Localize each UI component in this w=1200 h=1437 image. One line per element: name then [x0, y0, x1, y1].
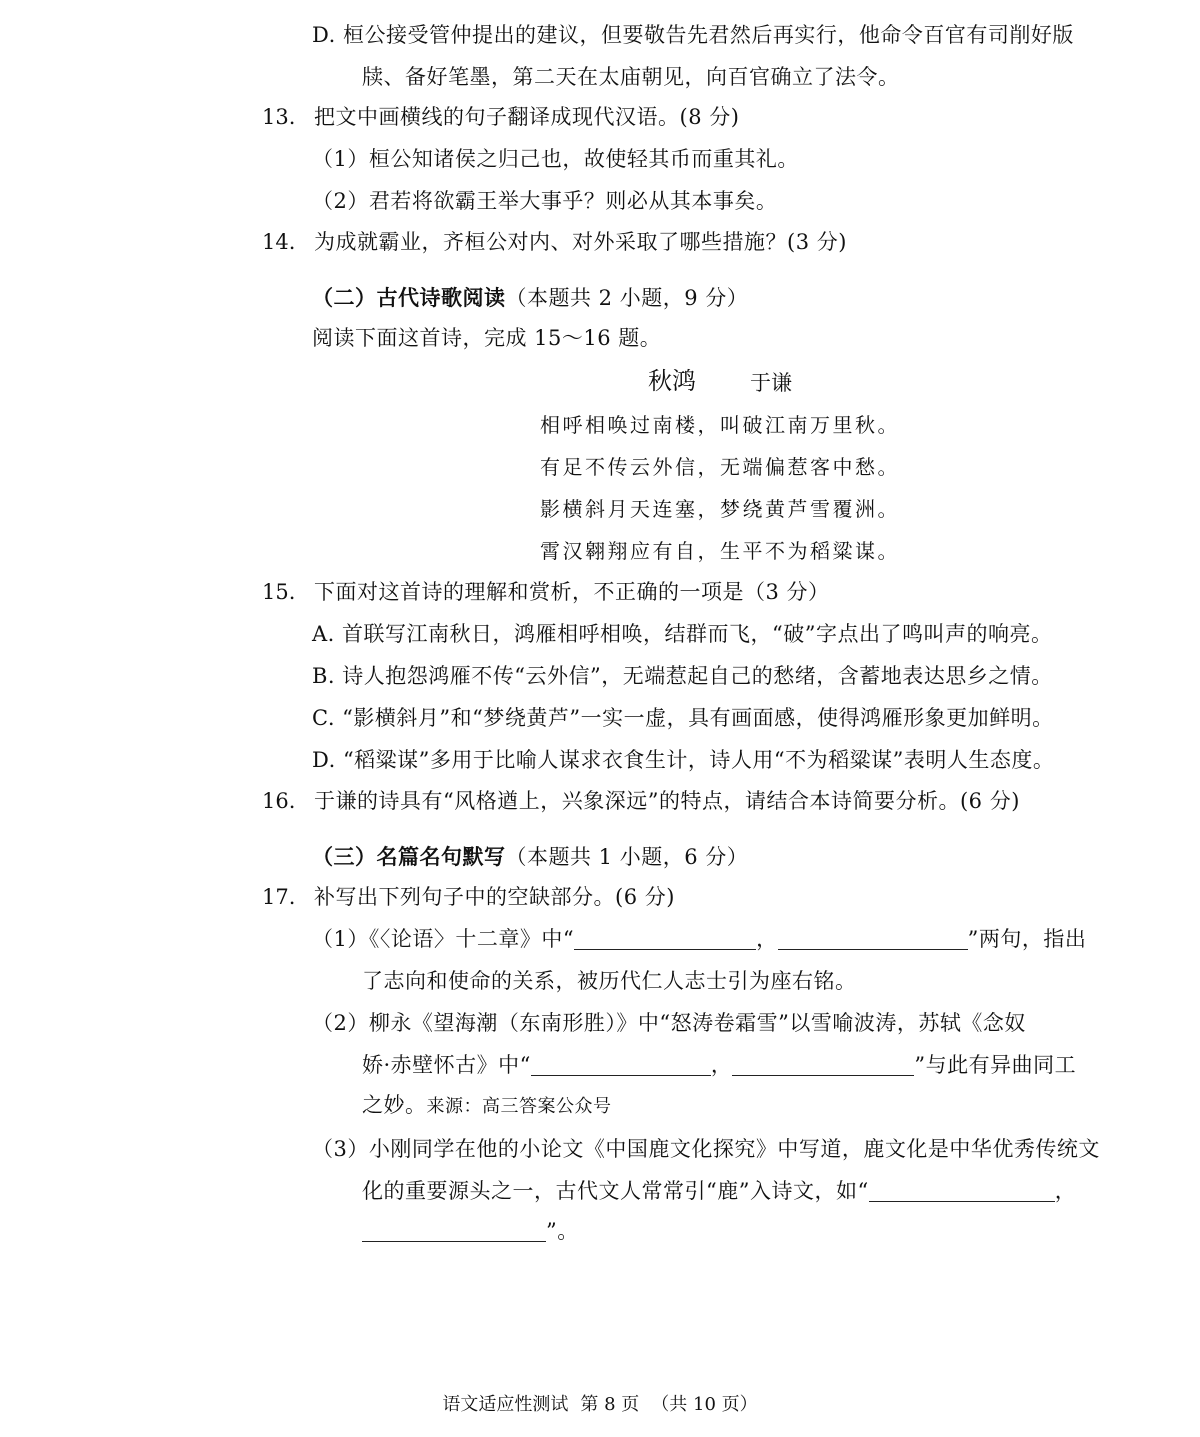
q17-sub3-line3 — [362, 1216, 579, 1246]
section2-note: （本题共 2 小题，9 分） — [505, 286, 749, 310]
q16-stem: 于谦的诗具有“风格遒上，兴象深远”的特点，请结合本诗简要分析。(6 分) — [314, 789, 1020, 813]
q17-stem: 补写出下列句子中的空缺部分。(6 分) — [314, 885, 675, 909]
q17-sub3-end: ”。 — [546, 1219, 579, 1243]
poem-line: 影横斜月天连塞，梦绕黄芦雪覆洲。 — [540, 497, 900, 521]
q17-sub3-prefix: 化的重要源头之一，古代文人常常引“鹿”入诗文，如“ — [362, 1179, 869, 1203]
q17-sub3-comma: ， — [1054, 1179, 1077, 1203]
q15-option-b: B. 诗人抱怨鸿雁不传“云外信”，无端惹起自己的愁绪，含蓄地表达思乡之情。 — [312, 664, 1053, 688]
q15-number: 15. — [262, 580, 296, 604]
q17-sub2-line1: （2）柳永《望海潮（东南形胜）》中“怒涛卷霜雪”以雪喻波涛，苏轼《念奴 — [312, 1011, 1026, 1035]
q13-stem: 把文中画横线的句子翻译成现代汉语。(8 分) — [314, 105, 740, 129]
answer-blank[interactable] — [362, 1219, 546, 1242]
q17-number: 17. — [262, 885, 296, 909]
q17-sub3-line1: （3）小刚同学在他的小论文《中国鹿文化探究》中写道，鹿文化是中华优秀传统文 — [312, 1137, 1100, 1161]
section3-heading: （三）名篇名句默写 — [312, 844, 506, 869]
q17-sub1-suffix: ”两句，指出 — [967, 927, 1087, 951]
q15-option-a: A. 首联写江南秋日，鸿雁相呼相唤，结群而飞，“破”字点出了鸣叫声的响亮。 — [312, 622, 1053, 646]
section2-intro: 阅读下面这首诗，完成 15～16 题。 — [312, 326, 662, 350]
q17-sub2-comma: ， — [710, 1053, 733, 1077]
q17-sub2-suffix: ”与此有异曲同工 — [914, 1053, 1077, 1077]
answer-blank[interactable] — [574, 927, 756, 950]
q13-sub2: （2）君若将欲霸王举大事乎？则必从其本事矣。 — [312, 189, 778, 213]
answer-blank[interactable] — [531, 1053, 711, 1076]
q17-sub1-prefix: （1）《〈论语〉十二章》中“ — [312, 927, 575, 951]
footer-page: 第 8 页 — [580, 1394, 640, 1415]
poem-line: 相呼相唤过南楼，叫破江南万里秋。 — [540, 413, 900, 437]
q12-option-d-line2: 牍、备好笔墨，第二天在太庙朝见，向百官确立了法令。 — [362, 65, 900, 89]
q14-stem: 为成就霸业，齐桓公对内、对外采取了哪些措施？(3 分) — [314, 230, 847, 254]
section3-note: （本题共 1 小题，6 分） — [505, 845, 749, 869]
q17-sub1-comma: ， — [756, 927, 778, 951]
footer-total: （共 10 页） — [651, 1394, 758, 1415]
q15-option-c: C. “影横斜月”和“梦绕黄芦”一实一虚，具有画面感，使得鸿雁形象更加鲜明。 — [312, 706, 1054, 730]
q17-sub1-line2: 了志向和使命的关系，被历代仁人志士引为座右铭。 — [362, 969, 857, 993]
q14-number: 14. — [262, 230, 296, 254]
q17-sub3-line2 — [362, 1176, 1076, 1206]
poem-line: 有足不传云外信，无端偏惹客中愁。 — [540, 455, 900, 479]
q16-number: 16. — [262, 789, 296, 813]
q13-sub1: （1）桓公知诸侯之归己也，故使轻其币而重其礼。 — [312, 147, 799, 171]
answer-blank[interactable] — [732, 1053, 914, 1076]
page-footer — [0, 1392, 1200, 1418]
footer-subject: 语文适应性测试 — [442, 1394, 569, 1415]
poem-author: 于谦 — [750, 371, 792, 395]
answer-blank[interactable] — [869, 1179, 1055, 1202]
poem-line: 霄汉翱翔应有自，生平不为稻粱谋。 — [540, 539, 900, 563]
section2-heading-row — [312, 283, 748, 313]
q12-option-d-line1: D. 桓公接受管仲提出的建议，但要敬告先君然后再实行，他命令百官有司削好版 — [312, 23, 1074, 47]
answer-blank[interactable] — [778, 927, 968, 950]
q17-sub2-prefix: 娇·赤壁怀古》中“ — [362, 1053, 531, 1077]
q17-sub2-line3 — [362, 1090, 612, 1122]
q17-sub2-line3-text: 之妙。 — [362, 1093, 427, 1117]
poem-title: 秋鸿 — [648, 367, 696, 395]
q17-sub1-line1 — [312, 924, 1086, 954]
q15-stem: 下面对这首诗的理解和赏析，不正确的一项是（3 分） — [314, 580, 830, 604]
q17-sub2-line2 — [362, 1050, 1076, 1080]
section3-heading-row — [312, 842, 748, 872]
section2-heading: （二）古代诗歌阅读 — [312, 285, 506, 310]
q15-option-d: D. “稻粱谋”多用于比喻人谋求衣食生计，诗人用“不为稻粱谋”表明人生态度。 — [312, 748, 1055, 772]
q13-number: 13. — [262, 105, 296, 129]
source-watermark: 来源：高三答案公众号 — [426, 1096, 612, 1117]
